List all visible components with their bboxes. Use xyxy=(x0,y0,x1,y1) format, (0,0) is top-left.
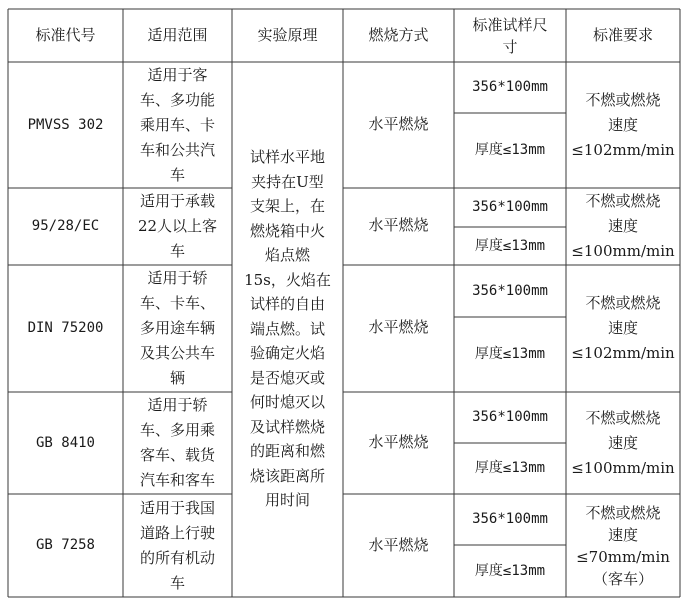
table-row-scope: 适用于承载 22人以上客 车 xyxy=(137,192,218,260)
header-principle: 实验原理 xyxy=(257,26,318,44)
table-row-size-dimensions: 356*100mm xyxy=(472,409,548,425)
table-row-code: GB 8410 xyxy=(35,434,95,451)
table-row-code: GB 7258 xyxy=(35,537,95,553)
table-row-scope: 适用于客 车、多功能 乘用车、卡 车和公共汽 车 xyxy=(139,65,215,184)
table-row-method: 水平燃烧 xyxy=(368,536,429,554)
table-row-size-dimensions: 356*100mm xyxy=(472,511,548,527)
table-row-method: 水平燃烧 xyxy=(368,115,429,133)
table-row-size-dimensions: 356*100mm xyxy=(472,282,548,299)
header-sample-size: 标准试样尺 寸 xyxy=(472,15,548,56)
table-row-requirement: 不燃或燃烧 速度 ≤102mm/min xyxy=(571,90,675,159)
table-row-size-thickness: 厚度≤13mm xyxy=(474,142,546,158)
header-requirement: 标准要求 xyxy=(592,26,653,44)
table-row-code: 95/28/EC xyxy=(31,218,100,234)
table-row-size-thickness: 厚度≤13mm xyxy=(474,237,546,254)
table-row-requirement: 不燃或燃烧 速度 ≤100mm/min xyxy=(571,408,675,477)
header-scope: 适用范围 xyxy=(147,26,208,44)
table-row-method: 水平燃烧 xyxy=(368,433,429,451)
table-row-method: 水平燃烧 xyxy=(368,318,429,336)
table-row-size-thickness: 厚度≤13mm xyxy=(474,346,546,362)
header-standard-code: 标准代号 xyxy=(35,26,96,44)
table-row-code: DIN 75200 xyxy=(27,320,104,336)
table-row-requirement: 不燃或燃烧 速度 ≤70mm/min （客车） xyxy=(576,503,670,588)
table-row-size-thickness: 厚度≤13mm xyxy=(474,460,546,476)
table-row-code: PMVSS 302 xyxy=(27,116,104,133)
header-burn-method: 燃烧方式 xyxy=(368,26,429,44)
table-row-size-thickness: 厚度≤13mm xyxy=(474,562,546,579)
principle-cell: 试样水平地 夹持在U型 支架上，在 燃烧箱中火 焰点燃 15s，火焰在 试样的自由 端点燃。试 验确定火焰 是否熄灭或 何时熄灭以 及试样燃烧 的距离和燃 烧该距离所 用时间 xyxy=(244,148,331,509)
table-row-scope: 适用于我国 道路上行驶 的所有机动 车 xyxy=(139,498,215,592)
table-row-method: 水平燃烧 xyxy=(368,216,429,234)
table-row-requirement: 不燃或燃烧 速度 ≤100mm/min xyxy=(571,192,675,260)
table-row-scope: 适用于轿 车、卡车、 多用途车辆 及其公共车 辆 xyxy=(139,269,215,387)
table-row-scope: 适用于轿 车、多用乘 客车、载货 汽车和客车 xyxy=(139,396,215,489)
table-row-size-dimensions: 356*100mm xyxy=(472,199,548,215)
table-row-requirement: 不燃或燃烧 速度 ≤102mm/min xyxy=(571,294,675,362)
table-row-size-dimensions: 356*100mm xyxy=(472,79,548,95)
